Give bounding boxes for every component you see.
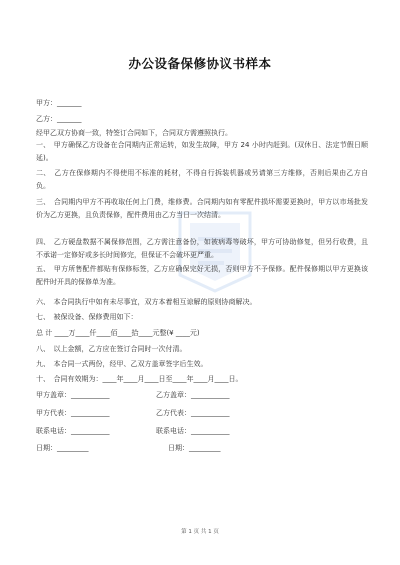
- clause-1: 一、 甲方确保乙方设备在合同期内正常运转，如发生故障，甲方 24 小时内赶到。(双休日、法定节假日顺延)。: [36, 141, 368, 162]
- clause-7: 七、 被保设备、保修费用如下：: [36, 313, 138, 321]
- clause-10: 十、 合同有效期为：____年____月____日至____年____月____日。: [36, 375, 243, 383]
- clause-3: 三、 合同期内甲方不再收取任何上门费，维修费。合同期内如有零配件损坏需要更换时，甲方以市场批发价为乙方更换，且负责保修，配件费用由乙方当日一次结清。: [36, 198, 368, 219]
- clause-5: 五、 甲方所售配件都贴有保修标签，乙方应确保完好无损，否则甲方不予保修。配件保修期以甲方更换该配件时开具的保修单为准。: [36, 265, 368, 286]
- party-b-representative: 乙方代表：___________: [156, 409, 230, 417]
- clause-9: 九、 本合同一式两份，经甲、乙双方盖章签字后生效。: [36, 360, 208, 368]
- party-a-seal: 甲方盖章：___________: [36, 391, 110, 399]
- intro-line: 经甲乙双方协商一致，特签订合同如下，合同双方需遵照执行。: [36, 129, 232, 137]
- page-footer: 第 1 页 共 1 页: [181, 529, 219, 535]
- party-b-seal: 乙方盖章：___________: [156, 391, 230, 399]
- total-amount-line: 总 计 ____万____仟____佰____拾____元整(¥ ____元): [36, 329, 200, 337]
- party-b-date: 日期：_________: [168, 444, 221, 452]
- party-b-line: 乙方：_______: [36, 115, 82, 123]
- clause-8: 八、 以上金额，乙方应在签订合同时一次付清。: [36, 345, 187, 353]
- party-b-phone: 联系电话：___________: [156, 427, 230, 435]
- party-a-date: 日期：_________: [36, 444, 89, 452]
- party-a-representative: 甲方代表：___________: [36, 409, 110, 417]
- document-title: 办公设备保修协议书样本: [128, 56, 272, 71]
- clause-6: 六、 本合同执行中如有未尽事宜，双方本着相互谅解的原则协商解决。: [36, 298, 257, 306]
- clause-2: 二、 乙方在保修期内不得使用不标准的耗材，不得自行拆装机器或另请第三方维修，否则后果由乙方自负。: [36, 169, 368, 190]
- party-a-phone: 联系电话：___________: [36, 427, 110, 435]
- clause-4: 四、 乙方硬盘数据不属保修范围，乙方需注意备份，如被病毒等破坏，甲方可协助修复，但另行收费，且不承诺一定修好或多长时间修完，但保证不会破坏更严重。: [36, 238, 368, 259]
- party-a-line: 甲方：_______: [36, 99, 82, 107]
